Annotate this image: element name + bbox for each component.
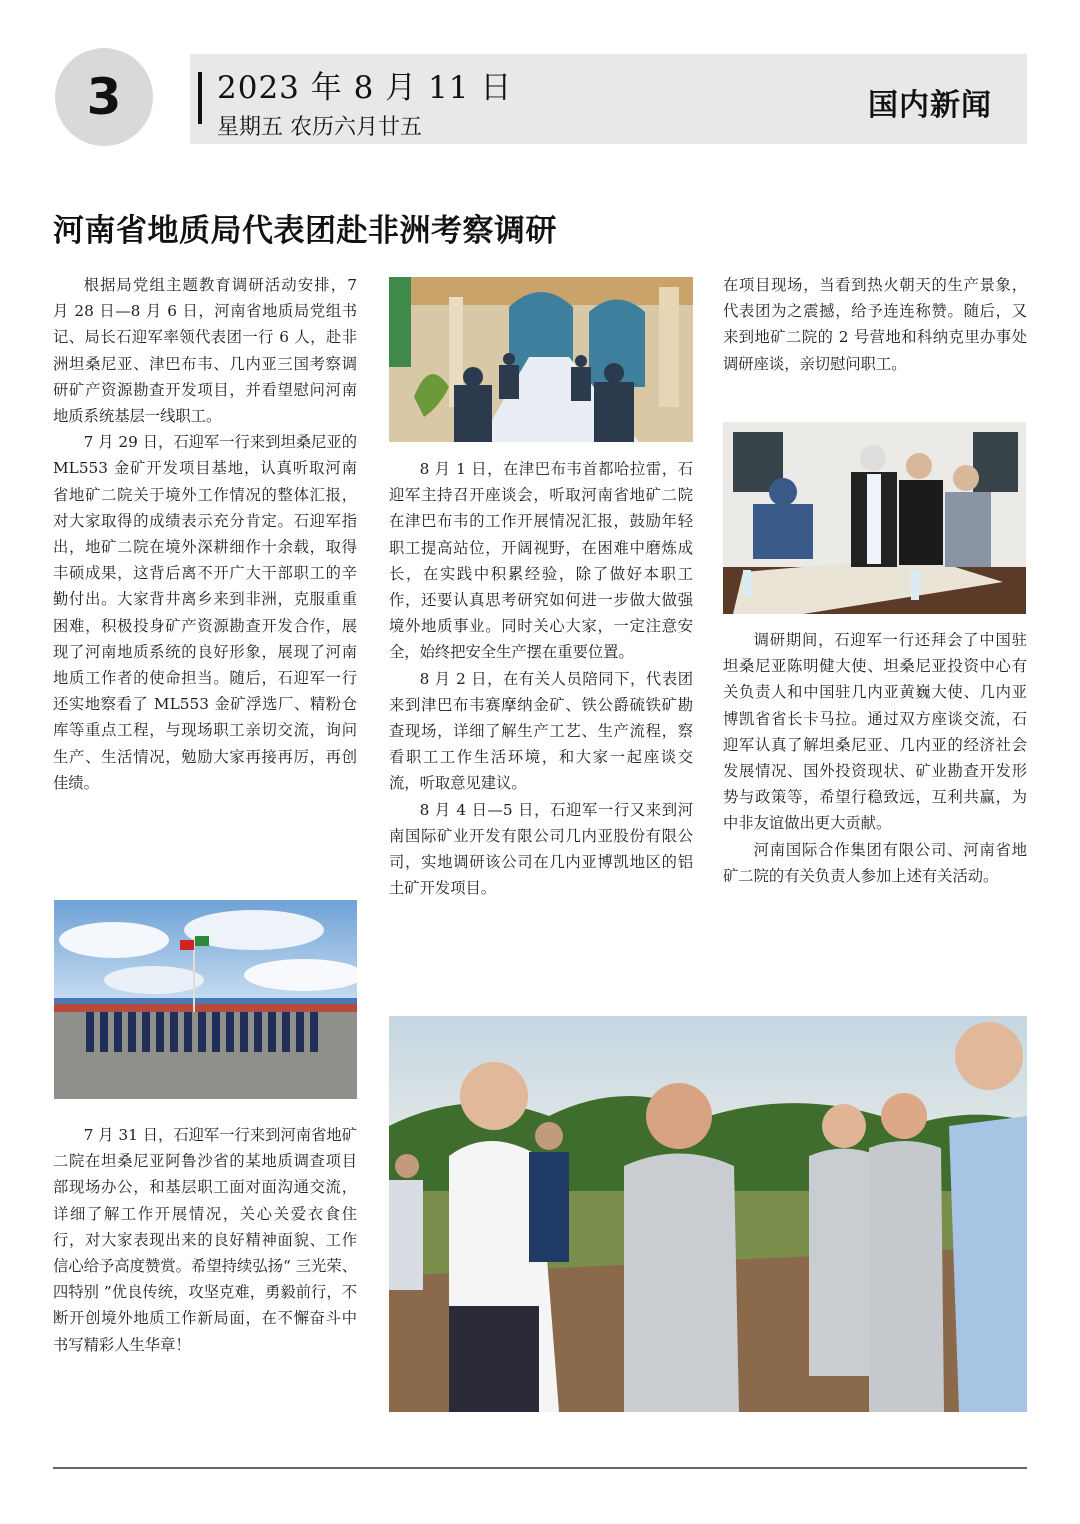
paragraph: 8 月 1 日，在津巴布韦首都哈拉雷，石迎军主持召开座谈会，听取河南省地矿二院在津巴布韦的工作开展情况汇报，鼓励年轻职工提高站位，开阔视野，在困难中磨炼成长，在实践中积累经验，除了做好本职工作，还要认真思考研究如何进一步做大做强境外地质事业。同时关心大家，一定注意安全，始终把安全生产摆在重要位置。 [389, 460, 693, 662]
paragraph: 7 月 29 日，石迎军一行来到坦桑尼亚的 ML553 金矿开发项目基地，认真听取河南省地矿二院关于境外工作情况的整体汇报，对大家取得的成绩表示充分肯定。石迎军指出，地矿二院在境外深耕细作十余载，取得丰硕成果，这背后离不开广大干部职工的辛勤付出。大家背井离乡来到非洲，克服重重困难，积极投身矿产资源勘查开发合作，展现了河南地质系统的良好形象，展现了河南地质工作者的使命担当。随后，石迎军一行还实地察看了 ML553 金矿浮选厂、精粉仓库等重点工程，与现场职工亲切交流，询问生产、生活情况，勉励大家再接再厉，再创佳绩。 [53, 433, 357, 792]
article-column-1-continued [53, 1122, 357, 1358]
photo-group-flag [54, 900, 357, 1099]
paragraph: 8 月 2 日，在有关人员陪同下，代表团来到津巴布韦赛摩纳金矿、铁公爵硫铁矿勘查现场，详细了解生产工艺、生产流程，察看职工工作生活环境，和大家一起座谈交流，听取意见建议。 [389, 669, 693, 793]
article-headline: 河南省地质局代表团赴非洲考察调研 [53, 213, 557, 249]
issue-date: 2023 年 8 月 11 日 [217, 70, 513, 106]
paragraph: 河南国际合作集团有限公司、河南省地矿二院的有关负责人参加上述有关活动。 [723, 840, 1027, 885]
paragraph: 根据局党组主题教育调研活动安排，7 月 28 日—8 月 6 日，河南省地质局党组书记、局长石迎军率领代表团一行 6 人，赴非洲坦桑尼亚、津巴布韦、几内亚三国考察调研矿产资源勘查开发项目，并看望慰问河南地质系统基层一线职工。 [53, 276, 357, 426]
footer-divider [53, 1467, 1027, 1469]
paragraph: 8 月 4 日—5 日，石迎军一行又来到河南国际矿业开发有限公司几内亚股份有限公司，实地调研该公司在几内亚博凯地区的铝土矿开发项目。 [389, 800, 693, 898]
paragraph: 7 月 31 日，石迎军一行来到河南省地矿二院在坦桑尼亚阿鲁沙省的某地质调查项目部现场办公，和基层职工面对面沟通交流，详细了解工作开展情况，关心关爱衣食住行，对大家表现出来的良好精神面貌、工作信心给予高度赞赏。希望持续弘扬“ 三光荣、四特别 ”优良传统，攻坚克难，勇毅前行，不断开创境外地质工作新局面，在不懈奋斗中书写精彩人生华章！ [53, 1126, 357, 1354]
article-column-3-continued [723, 627, 1027, 889]
page-number-badge: 3 [55, 48, 153, 146]
issue-lunar-date: 星期五 农历六月廿五 [217, 115, 422, 140]
photo-handshake-workers [389, 1016, 1027, 1412]
article-column-2 [389, 456, 693, 901]
paragraph: 在项目现场，当看到热火朝天的生产景象，代表团为之震撼，给予连连称赞。随后，又来到地矿二院的 2 号营地和科纳克里办事处调研座谈，亲切慰问职工。 [723, 276, 1027, 373]
paragraph: 调研期间，石迎军一行还拜会了中国驻坦桑尼亚陈明健大使、坦桑尼亚投资中心有关负责人和中国驻几内亚黄巍大使、几内亚博凯省省长卡马拉。通过双方座谈交流，石迎军认真了解坦桑尼亚、几内亚的经济社会发展情况、国外投资现状、矿业勘查开发形势与政策等，希望行稳致远，互利共赢，为中非友谊做出更大贡献。 [723, 631, 1027, 833]
header-divider [198, 72, 202, 124]
section-title: 国内新闻 [868, 88, 992, 123]
photo-map-review [723, 422, 1026, 614]
photo-meeting-room [389, 277, 693, 442]
article-column-1 [53, 272, 357, 796]
article-column-3 [723, 272, 1027, 377]
